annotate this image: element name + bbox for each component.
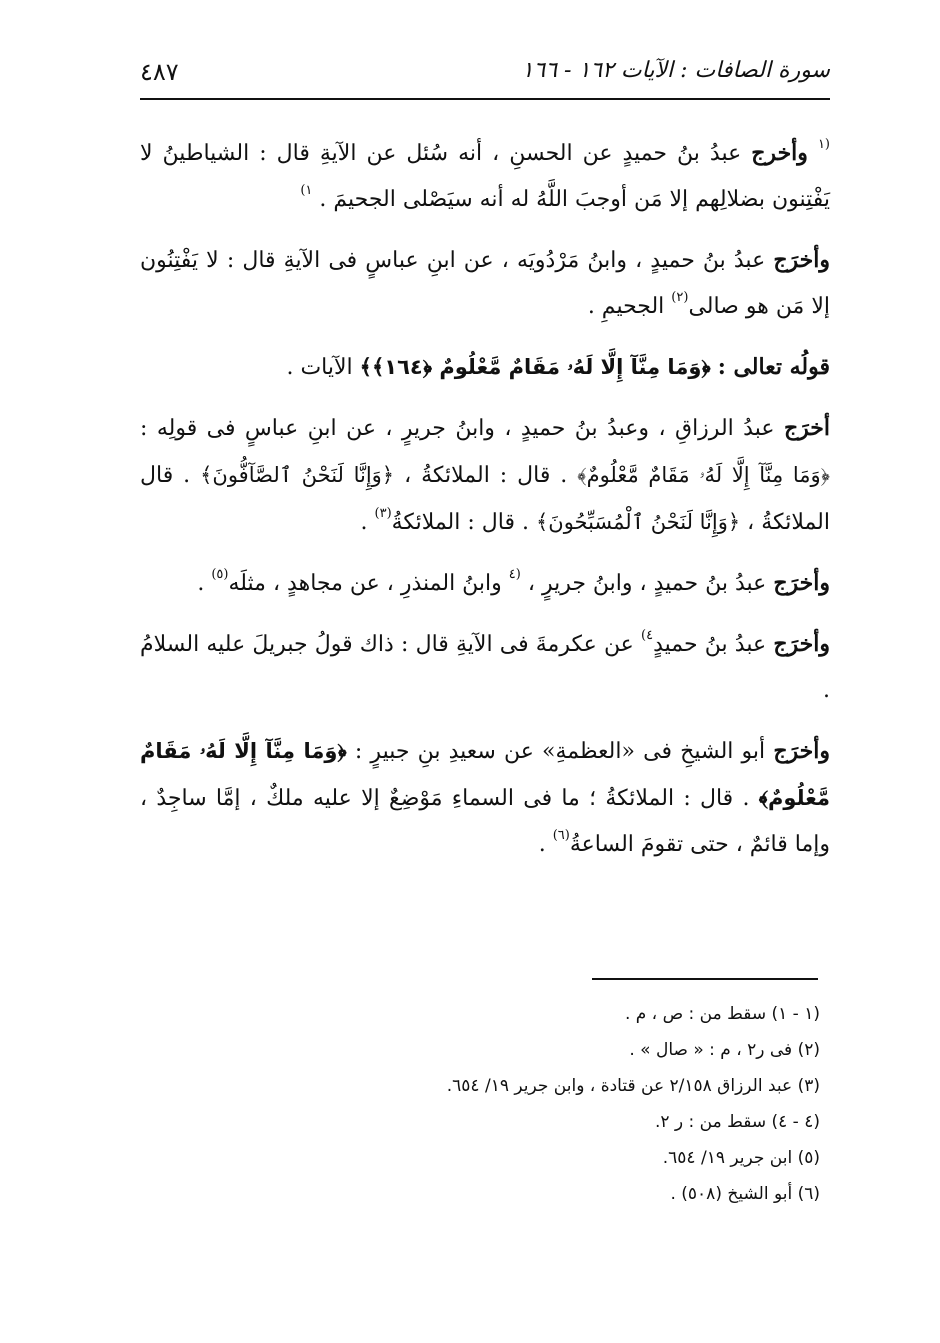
paragraph-text: عبدُ بنُ حميدٍ عن الحسنِ ، أنه سُئل عن الآيةِ قال : الشياطينُ لا يَفْتِنون بضلالِهم إلا مَن أوجبَ اللَّهُ له أنه سيَصْلى الجحيمَ . bbox=[140, 141, 830, 212]
quran-verse: ﴿وَإِنَّا لَنَحْنُ ٱلصَّآفُّونَ﴾ bbox=[200, 463, 395, 487]
paragraph-text: عبدُ بنُ حميدٍ ، وابنُ جريرٍ ، bbox=[527, 571, 767, 596]
footnote-6: (٦) أبو الشيخ (٥٠٨) . bbox=[670, 1184, 820, 1204]
paragraph-5 bbox=[140, 560, 830, 607]
footnote-3: (٣) عبد الرزاق ٢/١٥٨ عن قتادة ، وابن جرير ١٩/ ٦٥٤. bbox=[446, 1076, 820, 1096]
paragraph-text-after: الجحيمِ . bbox=[587, 294, 665, 319]
paragraph-text-after: وابنُ المنذرِ ، عن مجاهدٍ ، مثلَه bbox=[228, 571, 502, 596]
paragraph-lead: أخرَج bbox=[783, 415, 830, 441]
paragraph-lead: قولُه تعالى : bbox=[717, 354, 830, 380]
paragraph-7 bbox=[140, 728, 830, 868]
paragraph-text-end: . bbox=[197, 571, 205, 596]
paragraph-1 bbox=[140, 130, 830, 223]
note-mark: (٥) bbox=[211, 566, 229, 582]
main-text bbox=[140, 130, 830, 882]
note-mark: (٤ bbox=[508, 566, 521, 582]
paragraph-lead: وأخرَج bbox=[773, 631, 831, 657]
paragraph-text-mid: . قال الملائكةُ ، bbox=[140, 463, 830, 535]
paragraph-text-after: . قال : الملائكةُ bbox=[391, 510, 529, 535]
footnote-1: (١ - ١) سقط من : ص ، م . bbox=[624, 1004, 820, 1024]
footnote-2: (٢) فى ر٢ ، م : « صال » . bbox=[629, 1040, 820, 1060]
paragraph-text-after: الآيات . bbox=[286, 355, 353, 380]
paragraph-text-after: . قال : الملائكةُ ؛ ما فى السماءِ مَوْضِعٌ إلا عليه ملكٌ ، إمَّا ساجِدٌ ، وإما قائمٌ ، حتى تقومَ الساعةُ bbox=[140, 786, 830, 857]
paragraph-text: أبو الشيخِ فى «العظمةِ» عن سعيدِ بنِ جبيرٍ : bbox=[354, 739, 766, 764]
paragraph-text: عبدُ الرزاقِ ، وعبدُ بنُ حميدٍ ، وابنُ جريرٍ ، عن ابنِ عباسٍ فى قولِه : bbox=[140, 416, 775, 441]
paragraph-text: عبدُ بنُ حميدٍ ، وابنُ مَرْدُويَه ، عن ابنِ عباسٍ فى الآيةِ قال : لا يَفْتِنُون إلا مَن هو صالى bbox=[140, 248, 830, 319]
note-mark: (٣) bbox=[374, 505, 392, 521]
paragraph-4 bbox=[140, 405, 830, 546]
paragraph-text-end: . bbox=[360, 510, 368, 535]
paragraph-2 bbox=[140, 237, 830, 330]
footnote-divider bbox=[592, 978, 818, 980]
paragraph-text: عبدُ بنُ حميدٍ bbox=[653, 632, 767, 657]
note-mark: (٦) bbox=[552, 827, 570, 843]
quran-verse: ﴿وَمَا مِنَّآ إِلَّا لَهُۥ مَقَامٌ مَّعْلُومٌ﴾ bbox=[140, 739, 831, 810]
footnote-5: (٥) ابن جرير ١٩/ ٦٥٤. bbox=[662, 1148, 820, 1168]
paragraph-text-mid: . قال : الملائكةُ ، bbox=[404, 463, 568, 488]
paragraph-lead: وأخرج bbox=[751, 140, 808, 166]
quran-verse: ﴿وَإِنَّا لَنَحْنُ ٱلْمُسَبِّحُونَ﴾ bbox=[535, 510, 741, 534]
paragraph-6 bbox=[140, 621, 830, 714]
paragraph-text-end: . bbox=[538, 832, 546, 857]
footnotes bbox=[140, 996, 820, 1212]
running-title: سورة الصافات : الآيات ١٦٢ - ١٦٦ bbox=[521, 58, 830, 83]
quran-verse: ﴿وَمَا مِنَّآ إِلَّا لَهُۥ مَقَامٌ مَّعْلُومٌ ﴿١٦٤﴾﴾ bbox=[359, 355, 711, 379]
quran-verse: ﴿وَمَا مِنَّآ إِلَّا لَهُۥ مَقَامٌ مَّعْلُومٌ﴾ bbox=[577, 463, 830, 487]
note-mark: ١) bbox=[300, 182, 313, 198]
note-mark: (١ bbox=[817, 136, 830, 152]
paragraph-lead: وأخرَج bbox=[773, 738, 830, 764]
paragraph-3 bbox=[140, 344, 830, 391]
page-number: ٤٨٧ bbox=[140, 58, 179, 86]
page-header bbox=[140, 52, 830, 100]
paragraph-lead: وأخرَج bbox=[773, 247, 830, 273]
footnote-4: (٤ - ٤) سقط من : ر ٢. bbox=[654, 1112, 820, 1132]
paragraph-lead: وأخرَج bbox=[773, 570, 830, 596]
paragraph-text-after: عن عكرمةَ فى الآيةِ قال : ذاك قولُ جبريلَ عليه السلامُ . bbox=[140, 632, 830, 703]
note-mark: (٢) bbox=[671, 289, 689, 305]
note-mark: ٤) bbox=[641, 627, 654, 643]
